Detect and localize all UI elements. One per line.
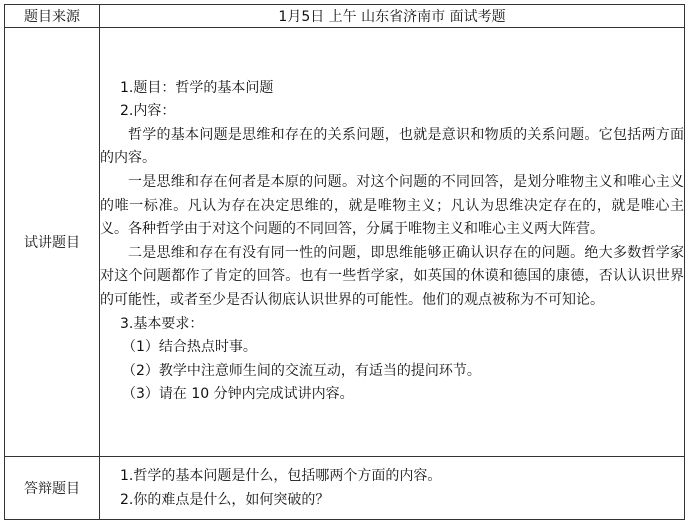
requirement-item: （1）结合热点时事。 xyxy=(122,339,257,356)
requirements-heading: 3.基本要求： xyxy=(120,315,204,332)
requirement-item: （2）教学中注意师生间的交流互动，有适当的提问环节。 xyxy=(122,362,481,379)
source-value: 1月5日 上午 山东省济南市 面试考题 xyxy=(100,5,685,28)
content-heading: 2.内容： xyxy=(120,103,176,120)
lecture-label: 试讲题目 xyxy=(5,28,100,457)
defense-question: 2.你的难点是什么，如何突破的？ xyxy=(120,491,330,508)
content-paragraph: 二是思维和存在有没有同一性的问题，即思维能够正确认识存在的问题。绝大多数哲学家对这个问题都作了肯定的回答。也有一些哲学家，如英国的休谟和德国的康德，否认认识世界的可能性，或者至少是否认彻底认识世界的可能性。他们的观点被称为不可知论。 xyxy=(100,244,684,308)
defense-question: 1.哲学的基本问题是什么，包括哪两个方面的内容。 xyxy=(120,467,442,484)
exam-question-table xyxy=(4,4,685,520)
lecture-topic: 1.题目：哲学的基本问题 xyxy=(120,79,274,96)
lecture-content xyxy=(100,28,685,457)
source-row xyxy=(5,5,685,28)
defense-label: 答辩题目 xyxy=(5,456,100,519)
content-paragraph: 哲学的基本问题是思维和存在的关系问题，也就是意识和物质的关系问题。它包括两方面的内容。 xyxy=(100,126,684,167)
defense-row xyxy=(5,456,685,519)
content-paragraph: 一是思维和存在何者是本原的问题。对这个问题的不同回答，是划分唯物主义和唯心主义的唯一标准。凡认为存在决定思维的，就是唯物主义；凡认为思维决定存在的，就是唯心主义。各种哲学由于对这个问题的不同回答，分属于唯物主义和唯心主义两大阵营。 xyxy=(100,174,684,238)
lecture-row xyxy=(5,28,685,457)
defense-content xyxy=(100,456,685,519)
source-label: 题目来源 xyxy=(5,5,100,28)
requirement-item: （3）请在 10 分钟内完成试讲内容。 xyxy=(122,386,354,403)
